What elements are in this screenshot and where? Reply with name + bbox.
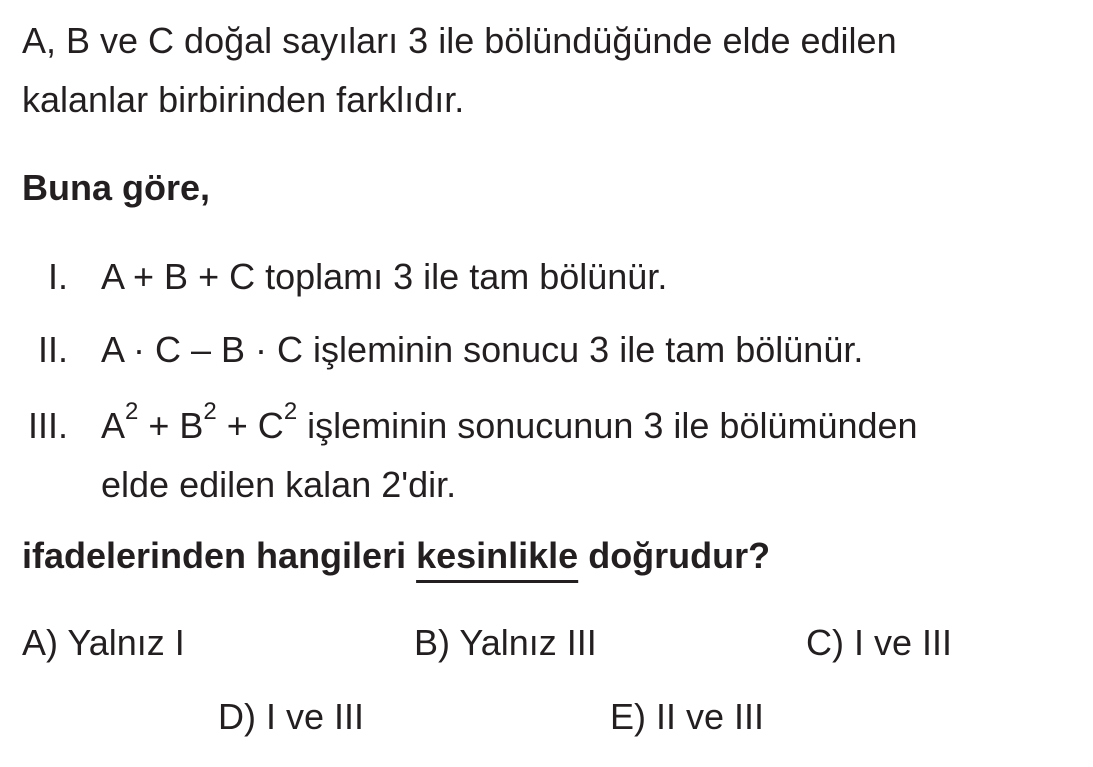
option-a[interactable]: A) Yalnız I [22, 622, 185, 663]
statement-3-line-2: elde edilen kalan 2'dir. [101, 464, 457, 505]
statement-2-text: A · C – B · C işleminin sonucu 3 ile tam bölünür. [101, 329, 864, 370]
statement-1-numeral: I. [47, 256, 68, 297]
statement-3-line-1 [101, 398, 918, 448]
statement-3-base-a: A [101, 405, 126, 446]
option-b[interactable]: B) Yalnız III [414, 622, 597, 663]
stem-line-1: A, B ve C doğal sayıları 3 ile bölündüğünde elde edilen [22, 20, 897, 61]
statement-3-plus-c: + C [216, 405, 284, 446]
option-c[interactable]: C) I ve III [806, 622, 953, 663]
statement-3-exp-b: 2 [203, 398, 217, 425]
statement-2-numeral: II. [37, 329, 68, 370]
question-prompt [22, 534, 770, 578]
option-d[interactable]: D) I ve III [218, 696, 365, 737]
statement-3-rest: işleminin sonucunun 3 ile bölümünden [297, 405, 918, 446]
option-e[interactable]: E) II ve III [610, 696, 765, 737]
statement-3-plus-b: + B [138, 405, 204, 446]
prompt-part-2: doğrudur? [578, 535, 771, 576]
statement-3-exp-a: 2 [125, 398, 139, 425]
statement-3-exp-c: 2 [283, 398, 298, 425]
prompt-emphasis: kesinlikle [416, 535, 579, 576]
stem-line-2: kalanlar birbirinden farklıdır. [22, 79, 465, 120]
statement-3-numeral: III. [27, 405, 68, 446]
statement-1-text: A + B + C toplamı 3 ile tam bölünür. [101, 256, 668, 297]
prompt-part-1: ifadelerinden hangileri [22, 535, 417, 576]
lead-in: Buna göre, [22, 167, 211, 208]
